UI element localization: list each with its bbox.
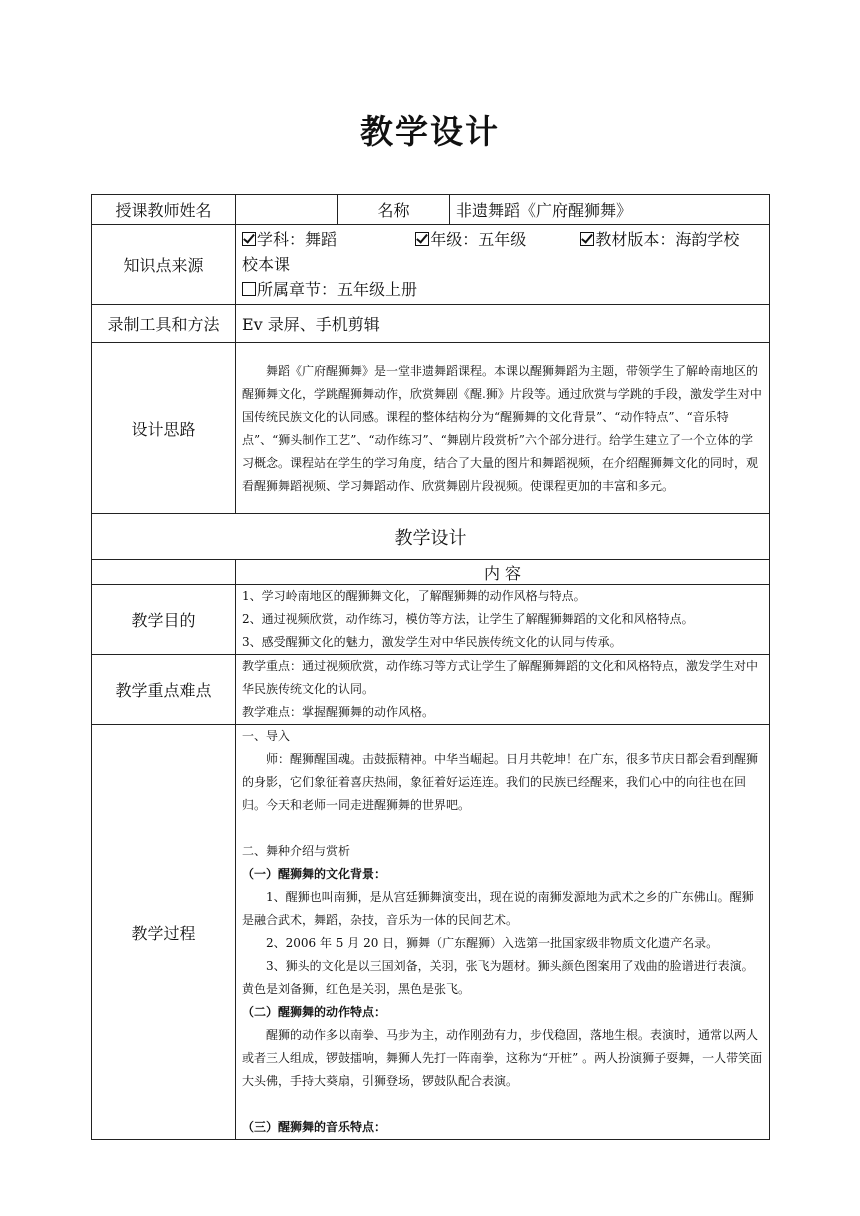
culture-paragraph: 2、2006 年 5 月 20 日，狮舞（广东醒狮）入选第一批国家级非物质文化遗产名录。 xyxy=(266,936,719,950)
design-text: 舞蹈《广府醒狮舞》是一堂非遗舞蹈课程。本课以醒狮舞蹈为主题，带领学生了解岭南地区的醒狮舞文化，学跳醒狮舞动作，欣赏舞剧《醒.狮》片段等。通过欣赏与学跳的手段，激发学生对中国传统民族文化的认同感。课程的整体结构分为“醒狮舞的文化背景”、“动作特点”、“音乐特点”、“狮头制作工艺”、“动作练习”、“舞剧片段赏析”六个部分进行。给学生建立了一个立体的学习概念。课程站在学生的学习角度，结合了大量的图片和舞蹈视频，在介绍醒狮舞文化的同时，观看醒狮舞蹈视频、学习舞蹈动作、欣赏舞剧片段视频。使课程更加的丰富和多元。 xyxy=(236,343,770,514)
lesson-table xyxy=(91,194,770,1140)
key-label: 教学重点难点 xyxy=(92,655,236,725)
culture-heading: （一）醒狮舞的文化背景： xyxy=(242,867,387,881)
movement-heading: （二）醒狮舞的动作特点： xyxy=(242,1005,387,1019)
subject-checkbox-checked-icon xyxy=(242,232,256,246)
row-content-header xyxy=(92,560,770,585)
edition-text: 教材版本：海韵学校 xyxy=(595,230,740,249)
edition-checkbox-checked-icon xyxy=(580,232,594,246)
row-section-title xyxy=(92,514,770,560)
key-cell xyxy=(236,655,770,725)
design-label: 设计思路 xyxy=(92,343,236,514)
chapter-text: 所属章节：五年级上册 xyxy=(257,280,418,299)
row-teacher xyxy=(92,195,770,225)
intro-paragraph: 师：醒狮醒国魂。击鼓振精神。中华当崛起。日月共乾坤！在广东，很多节庆日都会看到醒狮的身影，它们象征着喜庆热闹，象征着好运连连。我们的民族已经醒来，我们心中的向往也在回归。今天和老师一同走进醒狮舞的世界吧。 xyxy=(242,752,759,812)
row-process xyxy=(92,725,770,1140)
chapter-checkbox-icon xyxy=(242,282,256,296)
page-title: 教学设计 xyxy=(360,112,500,151)
difficulty-text: 教学难点：掌握醒狮舞的动作风格。 xyxy=(242,705,435,719)
section-title: 教学设计 xyxy=(92,514,770,560)
key-point-text: 教学重点：通过视频欣赏，动作练习等方式让学生了解醒狮舞蹈的文化和风格特点，激发学生对中华民族传统文化的认同。 xyxy=(242,659,759,696)
teacher-name-cell xyxy=(236,195,338,225)
row-goals xyxy=(92,585,770,655)
teacher-label: 授课教师姓名 xyxy=(92,195,236,225)
goals-cell xyxy=(236,585,770,655)
goals-label: 教学目的 xyxy=(92,585,236,655)
course-name: 非遗舞蹈《广府醒狮舞》 xyxy=(450,195,770,225)
row-design xyxy=(92,343,770,514)
process-cell xyxy=(236,725,770,1140)
goal-item: 2、通过视频欣赏，动作练习，模仿等方法，让学生了解醒狮舞蹈的文化和风格特点。 xyxy=(242,612,694,626)
intro-heading: 一、导入 xyxy=(242,729,291,743)
culture-paragraph: 3、狮头的文化是以三国刘备，关羽，张飞为题材。狮头颜色图案用了戏曲的脸谱进行表演。黄色是刘备狮，红色是关羽，黑色是张飞。 xyxy=(242,959,754,996)
content-header-blank xyxy=(92,560,236,585)
tools-label: 录制工具和方法 xyxy=(92,305,236,343)
goal-item: 3、感受醒狮文化的魅力，激发学生对中华民族传统文化的认同与传承。 xyxy=(242,635,622,649)
source-label: 知识点来源 xyxy=(92,225,236,305)
tools-value: Ev 录屏、手机剪辑 xyxy=(236,305,770,343)
name-label: 名称 xyxy=(338,195,450,225)
row-tools xyxy=(92,305,770,343)
edition-text-continued: 校本课 xyxy=(242,255,291,274)
grade-text: 年级：五年级 xyxy=(430,230,527,249)
goal-item: 1、学习岭南地区的醒狮舞文化，了解醒狮舞的动作风格与特点。 xyxy=(242,589,586,603)
process-label: 教学过程 xyxy=(92,725,236,1140)
row-key-points xyxy=(92,655,770,725)
source-cell xyxy=(236,225,770,305)
movement-paragraph: 醒狮的动作多以南拳、马步为主，动作刚劲有力，步伐稳固，落地生根。表演时，通常以两人或者三人组成，锣鼓擂响，舞狮人先打一阵南拳，这称为“开桩” 。两人扮演狮子耍舞，一人带笑面大头佛，手持大葵扇，引狮登场，锣鼓队配合表演。 xyxy=(242,1028,763,1088)
subject-text: 学科：舞蹈 xyxy=(257,230,338,249)
row-source xyxy=(92,225,770,305)
grade-checkbox-checked-icon xyxy=(415,232,429,246)
content-header: 内 容 xyxy=(236,560,770,585)
music-heading: （三）醒狮舞的音乐特点： xyxy=(242,1120,387,1134)
culture-paragraph: 1、醒狮也叫南狮，是从宫廷狮舞演变出，现在说的南狮发源地为武术之乡的广东佛山。醒狮是融合武术，舞蹈，杂技，音乐为一体的民间艺术。 xyxy=(242,890,754,927)
section2-heading: 二、舞种介绍与赏析 xyxy=(242,844,351,858)
